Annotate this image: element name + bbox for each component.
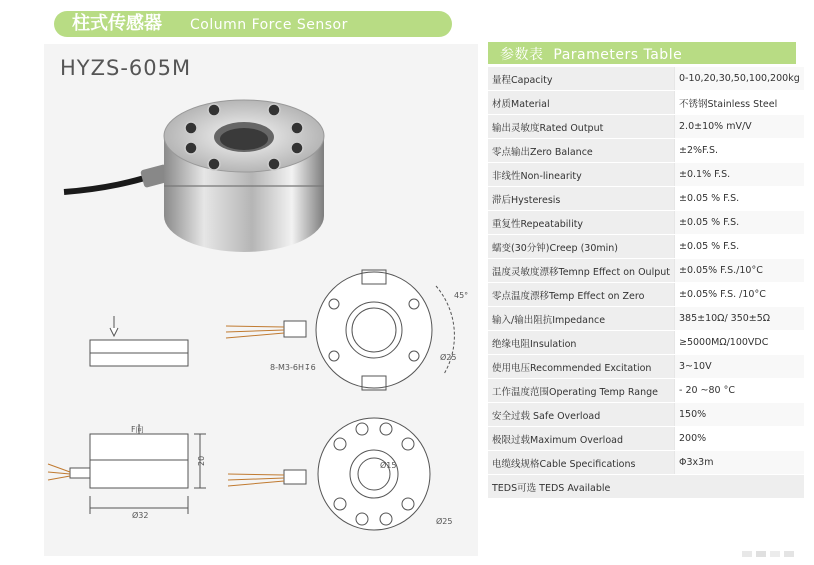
param-name: 输出灵敏度Rated Output	[488, 115, 675, 139]
param-value: 150%	[675, 403, 804, 427]
diameter-32-label: Ø32	[132, 511, 149, 520]
param-value: ±0.05 % F.S.	[675, 211, 804, 235]
table-row	[488, 307, 804, 331]
diameter-25-top-label: Ø25	[440, 353, 457, 362]
table-row	[488, 379, 804, 403]
diameter-25-bottom-label: Ø25	[436, 517, 453, 526]
table-header-en: Parameters Table	[553, 47, 683, 63]
param-name: 蠕变(30分钟)Creep (30min)	[488, 235, 675, 259]
param-name: 电缆线规格Cable Specifications	[488, 451, 675, 475]
param-value: ±0.05% F.S./10°C	[675, 259, 804, 283]
table-row	[488, 403, 804, 427]
param-name: 极限过载Maximum Overload	[488, 427, 675, 451]
param-name: 安全过载 Safe Overload	[488, 403, 675, 427]
angle-45-label: 45°	[454, 291, 469, 300]
param-value: 200%	[675, 427, 804, 451]
table-row	[488, 451, 804, 475]
param-value: - 20 ~80 °C	[675, 379, 804, 403]
param-value: 不锈钢Stainless Steel	[675, 91, 804, 115]
param-value: 2.0±10% mV/V	[675, 115, 804, 139]
page-title-en: Column Force Sensor	[190, 17, 348, 33]
param-name: 工作温度范围Operating Temp Range	[488, 379, 675, 403]
table-row	[488, 355, 804, 379]
param-name: 重复性Repeatability	[488, 211, 675, 235]
table-row	[488, 139, 804, 163]
param-name: 量程Capacity	[488, 67, 675, 91]
top-view-upper	[226, 270, 457, 390]
param-name: 零点温度漂移Temp Effect on Zero	[488, 283, 675, 307]
side-view-small	[90, 316, 188, 366]
param-name: 温度灵敏度漂移Temnp Effect on Oulput	[488, 259, 675, 283]
table-row	[488, 115, 804, 139]
table-header-cn: 参数表	[500, 47, 544, 63]
param-value: 385±10Ω/ 350±5Ω	[675, 307, 804, 331]
table-row	[488, 187, 804, 211]
param-value: 0-10,20,30,50,100,200kg	[675, 67, 804, 91]
thread-hole-label: 8-M3-6H↧6	[270, 363, 316, 372]
teds-note: TEDS可选 TEDS Available	[488, 475, 804, 499]
param-value: ±2%F.S.	[675, 139, 804, 163]
table-row	[488, 67, 804, 91]
param-value: ±0.05 % F.S.	[675, 187, 804, 211]
param-name: 滞后Hysteresis	[488, 187, 675, 211]
table-row	[488, 331, 804, 355]
param-name: 绝缘电阻Insulation	[488, 331, 675, 355]
param-name: 非线性Non-linearity	[488, 163, 675, 187]
table-row	[488, 427, 804, 451]
watermark	[742, 548, 806, 560]
front-elevation	[48, 424, 206, 514]
parameters-table-header	[488, 42, 796, 64]
table-row	[488, 283, 804, 307]
table-footer-row	[488, 475, 804, 499]
param-value: ≥5000MΩ/100VDC	[675, 331, 804, 355]
technical-drawing	[44, 44, 478, 556]
page-title-cn: 柱式传感器	[72, 13, 162, 34]
table-row	[488, 163, 804, 187]
table-row	[488, 211, 804, 235]
table-row	[488, 91, 804, 115]
param-value: 3~10V	[675, 355, 804, 379]
param-value: ±0.1% F.S.	[675, 163, 804, 187]
param-value: ±0.05 % F.S.	[675, 235, 804, 259]
param-name: 零点输出Zero Balance	[488, 139, 675, 163]
param-name: 材质Material	[488, 91, 675, 115]
top-view-lower	[228, 418, 430, 530]
param-value: ±0.05% F.S. /10°C	[675, 283, 804, 307]
param-name: 使用电压Recommended Excitation	[488, 355, 675, 379]
sensor-photo	[64, 100, 324, 252]
parameters-table	[488, 67, 804, 499]
model-number: HYZS-605M	[60, 56, 192, 80]
table-row	[488, 235, 804, 259]
param-name: 输入/输出阻抗Impedance	[488, 307, 675, 331]
height-dimension-label: 20	[197, 455, 206, 466]
diameter-15-label: Ø15	[380, 461, 397, 470]
force-direction-label: F向	[131, 425, 144, 434]
table-row	[488, 259, 804, 283]
param-value: Φ3x3m	[675, 451, 804, 475]
